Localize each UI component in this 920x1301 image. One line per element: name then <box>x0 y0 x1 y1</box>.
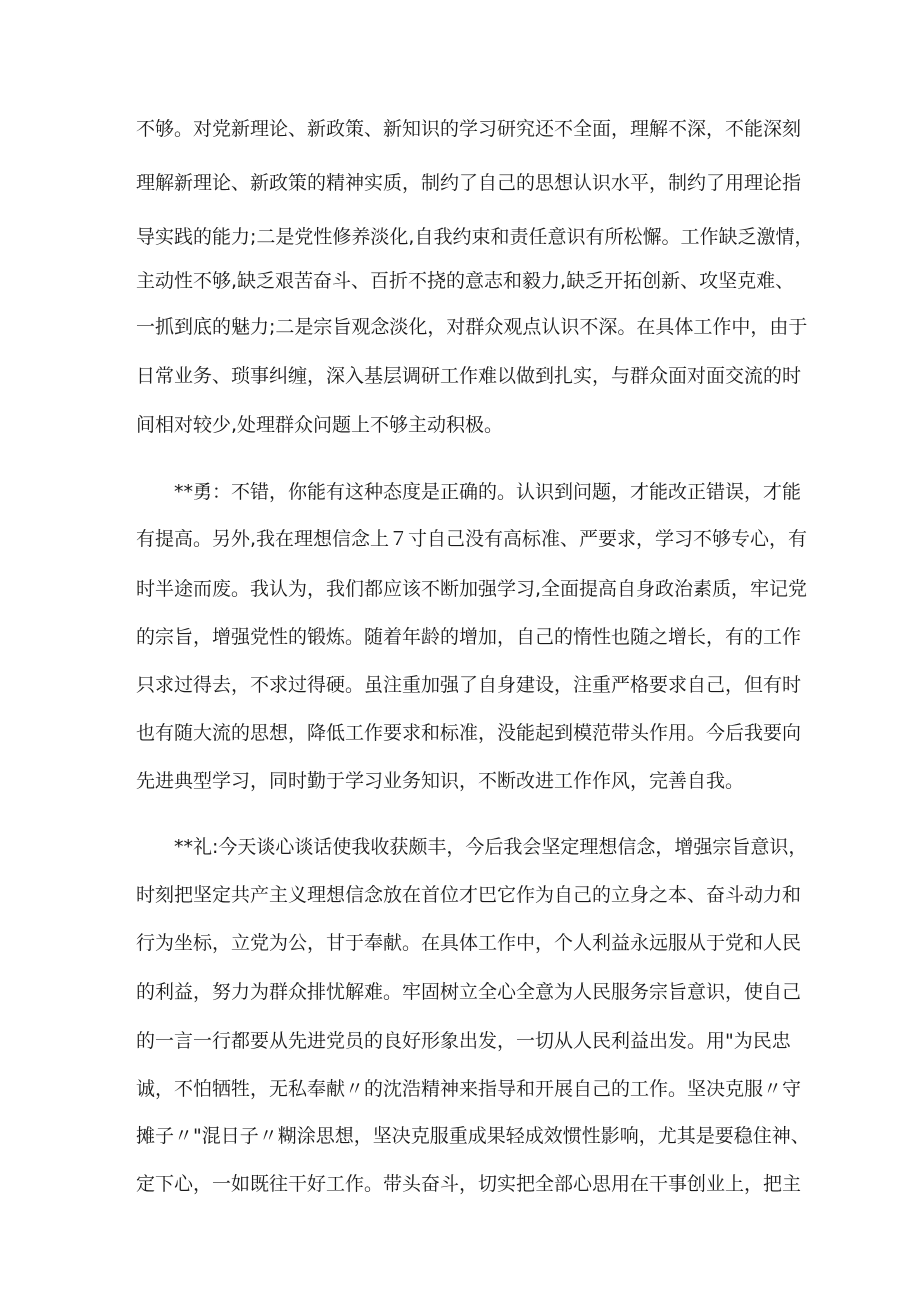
text-line: 时半途而废。我认为，我们都应该不断加强学习,全面提高自身政治素质，牢记党 <box>136 578 808 600</box>
text-line: 一抓到底的魅力;二是宗旨观念淡化，对群众观点认识不深。在具体工作中，由于 <box>136 316 808 338</box>
text-line: 导实践的能力;二是党性修养淡化,自我约束和责任意识有所松懈。工作缺乏激情， <box>136 226 814 248</box>
text-line: 的利益，努力为群众排忧解难。牢固树立全心全意为人民服务宗旨意识，使自己 <box>136 981 802 1003</box>
text-line: 也有随大流的思想，降低工作要求和标准，没能起到模范带头作用。今后我要向 <box>136 722 802 744</box>
text-line: 定下心，一如既往干好工作。带头奋斗，切实把全部心思用在干事创业上，把主 <box>136 1173 802 1195</box>
text-line: 主动性不够,缺乏艰苦奋斗、百折不挠的意志和毅力,缺乏开拓创新、攻坚克难、 <box>136 270 795 292</box>
text-line: 诚，不怕牺牲，无私奉献〃的沈浩精神来指导和开展自己的工作。坚决克服〃守 <box>136 1078 802 1100</box>
text-line: 有提高。另外,我在理想信念上７寸自己没有高标准、严要求，学习不够专心，有 <box>136 528 808 550</box>
text-line: 理解新理论、新政策的精神实质，制约了自己的思想认识水平，制约了用理论指 <box>136 172 802 194</box>
text-line: 行为坐标，立党为公，甘于奉献。在具体工作中，个人利益永远服从于党和人民 <box>136 932 802 954</box>
text-line: 的宗旨，增强党性的锻炼。随着年龄的增加，自己的惰性也随之增长，有的工作 <box>136 626 802 648</box>
text-line: 只求过得去，不求过得硬。虽注重加强了自身建设，注重严格要求自己，但有时 <box>136 674 802 696</box>
text-line: 摊子〃"混日子〃糊涂思想，坚决克服重成果轻成效惯性影响，尤其是要稳住神、 <box>136 1125 810 1147</box>
text-line: 日常业务、琐事纠缠，深入基层调研工作难以做到扎实，与群众面对面交流的时 <box>136 365 802 387</box>
text-line: 的一言一行都要从先进党员的良好形象出发，一切从人民利益出发。用"为民忠 <box>136 1030 791 1052</box>
text-line: 时刻把坚定共产主义理想信念放在首位才巴它作为自己的立身之本、奋斗动力和 <box>136 884 802 906</box>
text-line: **勇：不错，你能有这种态度是正确的。认识到问题，才能改正错误，才能 <box>174 481 802 503</box>
text-line: 间相对较少,处理群众问题上不够主动积极。 <box>136 414 504 436</box>
text-line: **礼:今天谈心谈话使我收获颇丰，今后我会坚定理想信念，增强宗旨意识， <box>174 836 808 858</box>
text-line: 先进典型学习，同时勤于学习业务知识，不断改进工作作风，完善自我。 <box>136 770 745 792</box>
text-line: 不够。对党新理论、新政策、新知识的学习研究还不全面，理解不深，不能深刻 <box>136 118 802 140</box>
